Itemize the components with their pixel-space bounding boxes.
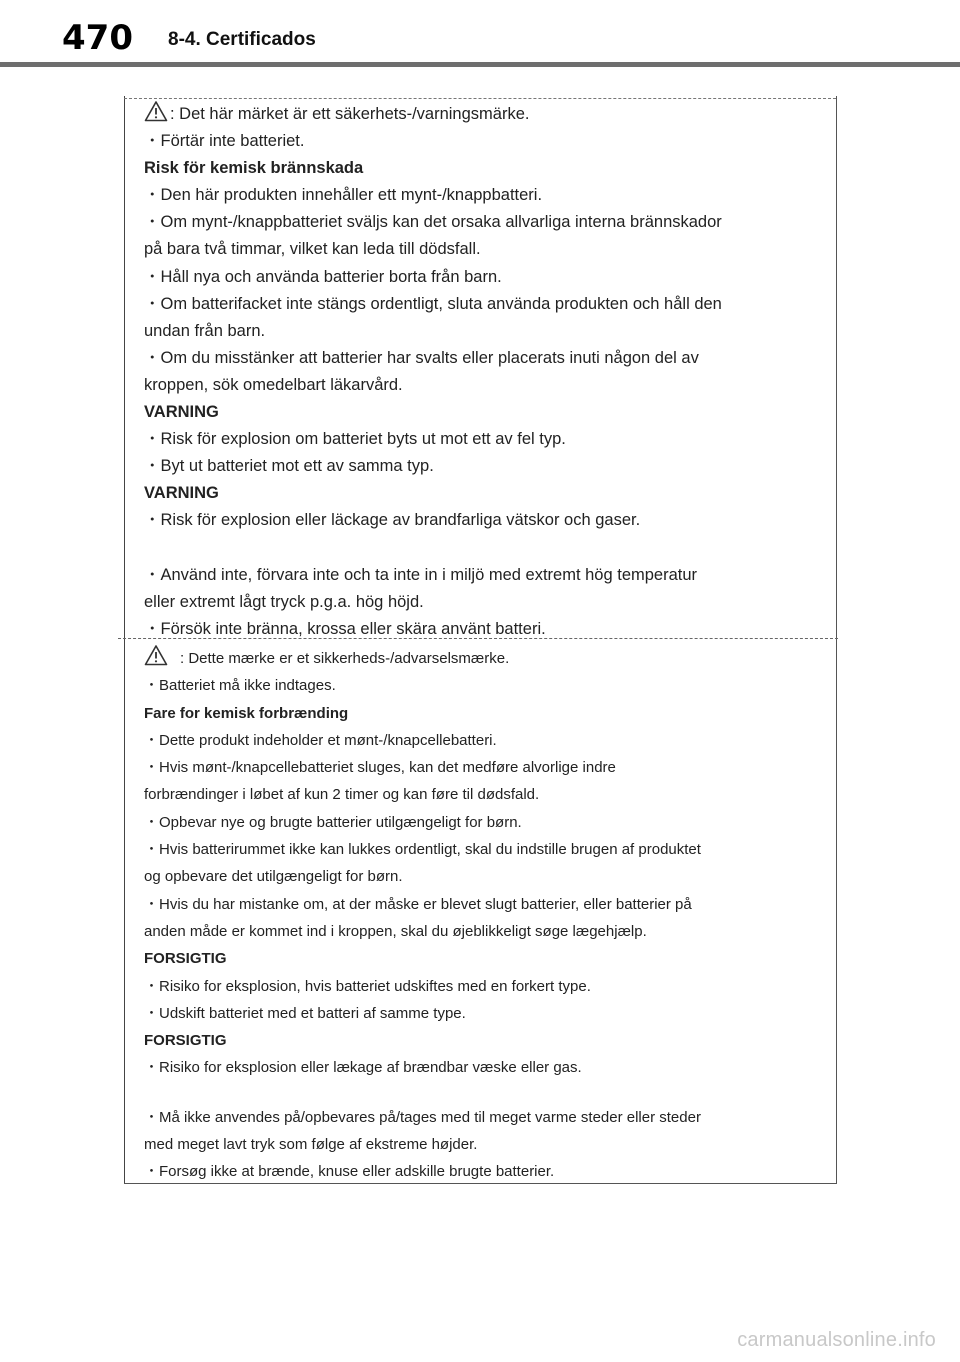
swedish-spacer xyxy=(144,535,816,562)
swedish-line-10: kroppen, sök omedelbart läkarvård. xyxy=(144,375,403,394)
swedish-line-5: på bara två timmar, vilket kan leda till dödsfall. xyxy=(144,240,481,259)
page-number: 470 xyxy=(62,18,133,58)
dashed-top-border xyxy=(124,98,836,99)
swedish-line-2: ・Förtär inte batteriet. xyxy=(144,132,305,151)
danish-line-5: forbrændinger i løbet af kun 2 timer og kan føre til dødsfald. xyxy=(144,786,540,804)
danish-line-6: ・Opbevar nye og brugte batterier utilgængeligt for børn. xyxy=(144,813,522,831)
danish-line-2: ・Batteriet må ikke indtages. xyxy=(144,677,336,695)
danish-safety-mark-line xyxy=(144,644,816,672)
swedish-heading-warning-2: VARNING xyxy=(144,484,219,503)
danish-line-4: ・Hvis mønt-/knapcellebatteriet sluges, kan det medføre alvorlige indre xyxy=(144,759,616,777)
swedish-line-9: ・Om du misstänker att batterier har svalts eller placerats inuti någon del av xyxy=(144,348,699,367)
swedish-line-8: undan från barn. xyxy=(144,321,266,340)
warning-triangle-icon xyxy=(144,100,168,122)
danish-line-14: ・Må ikke anvendes på/opbevares på/tages med til meget varme steder eller steder xyxy=(144,1108,701,1126)
watermark-text: carmanualsonline.info xyxy=(737,1329,936,1351)
danish-heading-chemical-burn: Fare for kemisk forbrænding xyxy=(144,704,349,722)
danish-spacer xyxy=(144,1082,816,1104)
section-title: 8-4. Certificados xyxy=(168,29,316,50)
danish-line-15: med meget lavt tryk som følge af ekstreme højder. xyxy=(144,1136,478,1154)
swedish-safety-mark-line xyxy=(144,100,816,128)
swedish-warning-section xyxy=(144,100,816,643)
swedish-heading-warning-1: VARNING xyxy=(144,403,219,422)
warning-triangle-icon xyxy=(144,644,168,666)
swedish-line-14: ・Använd inte, förvara inte och ta inte in i miljö med extremt hög temperatur xyxy=(144,565,698,584)
danish-line-12: ・Udskift batteriet med et batteri af samme type. xyxy=(144,1004,466,1022)
danish-line-3: ・Dette produkt indeholder et mønt-/knapcellebatteri. xyxy=(144,731,497,749)
danish-line-10: anden måde er kommet ind i kroppen, skal du øjeblikkeligt søge lægehjælp. xyxy=(144,922,647,940)
swedish-line-4: ・Om mynt-/knappbatteriet sväljs kan det orsaka allvarliga interna brännskador xyxy=(144,213,722,232)
danish-line-13: ・Risiko for eksplosion eller lækage af brændbar væske eller gas. xyxy=(144,1059,582,1077)
swedish-line-13: ・Risk för explosion eller läckage av brandfarliga vätskor och gaser. xyxy=(144,511,641,530)
danish-line-16: ・Forsøg ikke at brænde, knuse eller adskille brugte batterier. xyxy=(144,1163,555,1181)
swedish-line-1: : Det här märket är ett säkerhets-/varningsmärke. xyxy=(170,105,530,123)
danish-warning-section xyxy=(144,644,816,1186)
danish-line-9: ・Hvis du har mistanke om, at der måske er blevet slugt batterier, eller batterier på xyxy=(144,895,692,913)
page-header xyxy=(0,0,960,66)
swedish-line-15: eller extremt lågt tryck p.g.a. hög höjd. xyxy=(144,592,424,611)
danish-heading-caution-1: FORSIGTIG xyxy=(144,950,227,968)
scan-left-edge xyxy=(124,96,125,1184)
danish-line-7: ・Hvis batterirummet ikke kan lukkes ordentligt, skal du indstille brugen af produktet xyxy=(144,841,701,859)
danish-line-8: og opbevare det utilgængeligt for børn. xyxy=(144,868,403,886)
danish-line-11: ・Risiko for eksplosion, hvis batteriet udskiftes med en forkert type. xyxy=(144,977,591,995)
swedish-line-12: ・Byt ut batteriet mot ett av samma typ. xyxy=(144,457,434,476)
header-rule xyxy=(0,62,960,67)
swedish-line-3: ・Den här produkten innehåller ett mynt-/knappbatteri. xyxy=(144,186,543,205)
swedish-line-16: ・Försök inte bränna, krossa eller skära använt batteri. xyxy=(144,619,546,638)
swedish-line-6: ・Håll nya och använda batterier borta från barn. xyxy=(144,267,502,286)
swedish-heading-chemical-burn: Risk för kemisk brännskada xyxy=(144,159,364,178)
swedish-line-7: ・Om batterifacket inte stängs ordentligt, sluta använda produkten och håll den xyxy=(144,294,722,313)
swedish-line-11: ・Risk för explosion om batteriet byts ut mot ett av fel typ. xyxy=(144,430,566,449)
danish-heading-caution-2: FORSIGTIG xyxy=(144,1032,227,1050)
danish-line-1: : Dette mærke er et sikkerheds-/advarselsmærke. xyxy=(180,650,510,667)
